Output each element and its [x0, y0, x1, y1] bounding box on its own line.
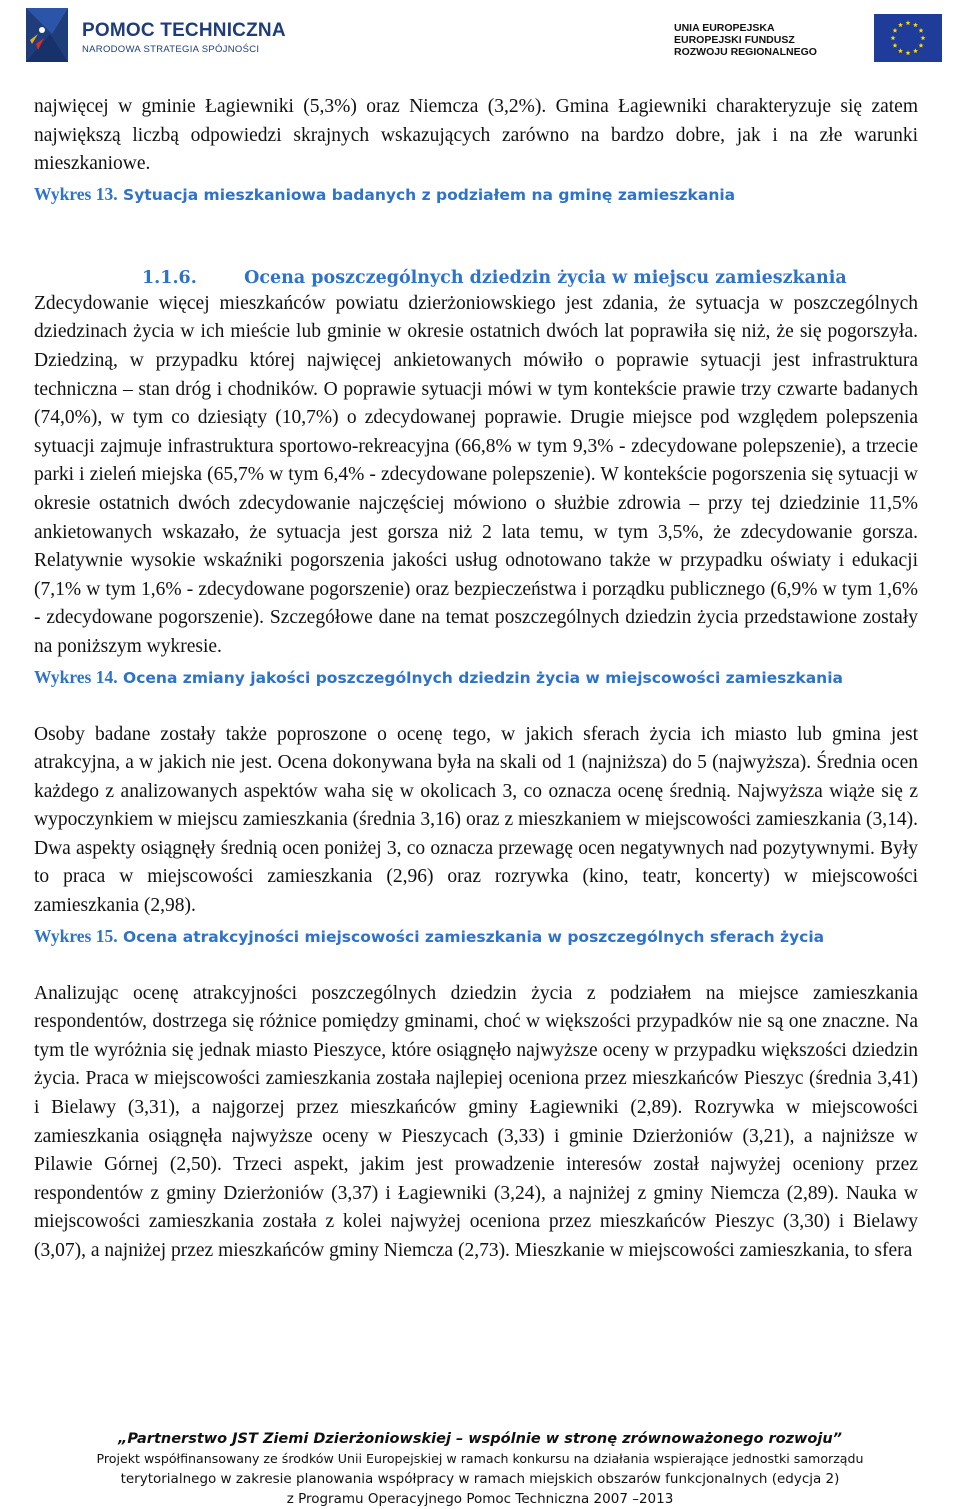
page-header — [0, 0, 960, 72]
eu-star-icon — [913, 22, 918, 27]
eu-logo — [674, 14, 942, 64]
eu-star-icon — [898, 48, 903, 53]
section-number: 1.1.6. — [142, 267, 197, 288]
nss-emblem-icon — [22, 4, 76, 64]
eu-star-icon — [906, 50, 911, 55]
eu-star-icon — [891, 35, 896, 40]
logo-title: POMOC TECHNICZNA — [82, 20, 286, 41]
footer-operational-program: z Programu Operacyjnego Pomoc Techniczna 2007 –2013 — [286, 1491, 674, 1507]
paragraph-2: Zdecydowanie więcej mieszkańców powiatu dzierżoniowskiego jest zdania, że sytuacja w poszczególnych dziedzinach życia w ich mieście lub gminie w okresie ostatnich dwóch lat poprawiła się niż, że się pogorszyła. Dziedziną, w przypadku której najwięcej ankietowanych mówiło o poprawie sytuacji jest infrastruktura techniczna – stan dróg i chodników. O poprawie sytuacji mówi w tym kontekście prawie trzy czwarte badanych (74,0%), w tym co dziesiąty (10,7%) o zdecydowanej poprawie. Drugie miejsce pod względem polepszenia sytuacji zajmuje infrastruktura sportowo-rekreacyjna (66,8% w tym 9,3% - zdecydowane polepszenie), a trzecie parki i zieleń miejska (65,7% w tym 6,4% - zdecydowane polepszenie). W kontekście pogorszenia się sytuacji w okresie ostatnich dwóch zdecydowanie najczęściej mówiono o służbie zdrowia – przy tej dziedzinie 11,5% ankietowanych wskazało, że sytuacja jest gorsza niż 2 lata temu, w tym 3,5%, że zdecydowanie gorsza. Relatywnie wysokie wskaźniki pogorszenia jakości usług odnotowano także w przypadku oświaty i edukacji (7,1% w tym 1,6% - zdecydowane pogorszenie) oraz bezpieczeństwa i porządku publicznego (6,9% w tym 1,6% - zdecydowane pogorszenie). Szczegółowe dane na temat poszczególnych dziedzin życia przedstawione zostały na poniższym wykresie. — [34, 292, 918, 657]
eu-star-icon — [898, 22, 903, 27]
figure-14-caption — [34, 666, 918, 689]
logo-subtitle: NARODOWA STRATEGIA SPÓJNOŚCI — [82, 44, 260, 55]
page-footer — [0, 1430, 960, 1509]
eu-logo-line3: ROZWOJU REGIONALNEGO — [674, 46, 817, 58]
figure-15-caption — [34, 925, 918, 948]
section-heading — [34, 268, 918, 288]
eu-star-icon — [906, 20, 911, 25]
figure-14-title: Ocena zmiany jakości poszczególnych dziedzin życia w miejscowości zamieszkania — [123, 668, 843, 687]
eu-star-icon — [893, 28, 898, 33]
figure-13-label: Wykres 13. — [34, 183, 118, 204]
eu-logo-line1: UNIA EUROPEJSKA — [674, 22, 775, 34]
page-content — [34, 93, 918, 1266]
eu-star-icon — [893, 43, 898, 48]
eu-logo-text — [674, 22, 844, 58]
paragraph-3: Osoby badane zostały także poproszone o ocenę tego, w jakich sferach życia ich miasto lub gmina jest atrakcyjna, a w jakich nie jest. Ocena dokonywana była na skali od 1 (najniższa) do 5 (najwyższa). Średnia ocen każdego z analizowanych aspektów waha się w okolicach 3, co oznacza ocenę średnią. Najwyższa wiąże się z wypoczynkiem w miejscu zamieszkania (średnia 3,16) oraz z mieszkaniem w miejscowości zamieszkania (3,14). Dwa aspekty osiągnęły średnią ocen poniżej 3, co oznacza przewagę ocen negatywnych nad pozytywnymi. Były to praca w miejscowości zamieszkania (2,96) oraz rozrywka (kino, teatr, koncerty) w miejscowości zamieszkania (2,98). — [34, 723, 918, 917]
eu-star-icon — [919, 28, 924, 33]
figure-14-label: Wykres 14. — [34, 666, 118, 687]
eu-flag-icon — [874, 14, 942, 62]
pomoc-techniczna-logo — [22, 4, 286, 64]
footer-project-title: „Partnerstwo JST Ziemi Dzierżoniowskiej – wspólnie w stronę zrównoważonego rozwoju” — [117, 1431, 843, 1447]
figure-15-title: Ocena atrakcyjności miejscowości zamieszkania w poszczególnych sferach życia — [123, 927, 825, 946]
figure-13-caption — [34, 183, 918, 206]
paragraph-4: Analizując ocenę atrakcyjności poszczególnych dziedzin życia z podziałem na miejsce zamieszkania respondentów, dostrzega się różnice pomiędzy gminami, choć w większości przypadków nie są one znaczne. Na tym tle wyróżnia się jednak miasto Pieszyce, które osiągnęło najwyższe oceny w przypadku większości dziedzin życia. Praca w miejscowości zamieszkania została najlepiej oceniona przez mieszkańców Pieszyc (średnia 3,41) i Bielawy (3,31), a najgorzej przez mieszkańców gminy Łagiewniki (2,89). Rozrywka w miejscowości zamieszkania osiągnęła najwyższe oceny w Pieszycach (3,33) i gminie Dzierżoniów (3,21), a najniższe w Pilawie Górnej (2,50). Trzeci aspekt, jakim jest prowadzenie interesów został najwyżej oceniony przez respondentów z gminy Dzierżoniów (3,37) i Łagiewniki (3,24), a najniżej z gminy Niemcza (2,89). Nauka w miejscowości zamieszkania została z kolei najwyżej oceniona przez mieszkańców Pieszyc (3,30) i Bielawy (3,07), a najniżej przez mieszkańców gminy Niemcza (2,73). Mieszkanie w miejscowości zamieszkania, to sfera — [34, 982, 918, 1261]
figure-15-label: Wykres 15. — [34, 925, 118, 946]
eu-star-icon — [921, 35, 926, 40]
figure-13-title: Sytuacja mieszkaniowa badanych z podziałem na gminę zamieszkania — [123, 185, 736, 204]
footer-program-line: terytorialnego w zakresie planowania współpracy w ramach miejskich obszarów funkcjonalnych (edycja 2) — [120, 1471, 840, 1487]
paragraph-1: najwięcej w gminie Łagiewniki (5,3%) oraz Niemcza (3,2%). Gmina Łagiewniki charakteryzuje się zatem największą liczbą odpowiedzi skrajnych wskazujących zarówno na bardzo dobre, jak i na złe warunki mieszkaniowe. — [34, 96, 918, 175]
eu-star-icon — [913, 48, 918, 53]
section-title: Ocena poszczególnych dziedzin życia w miejscu zamieszkania — [244, 267, 847, 288]
footer-funding-line: Projekt współfinansowany ze środków Unii Europejskiej w ramach konkursu na działania wspierające jednostki samorządu — [96, 1451, 864, 1466]
eu-logo-line2: EUROPEJSKI FUNDUSZ — [674, 34, 795, 46]
eu-star-icon — [919, 43, 924, 48]
